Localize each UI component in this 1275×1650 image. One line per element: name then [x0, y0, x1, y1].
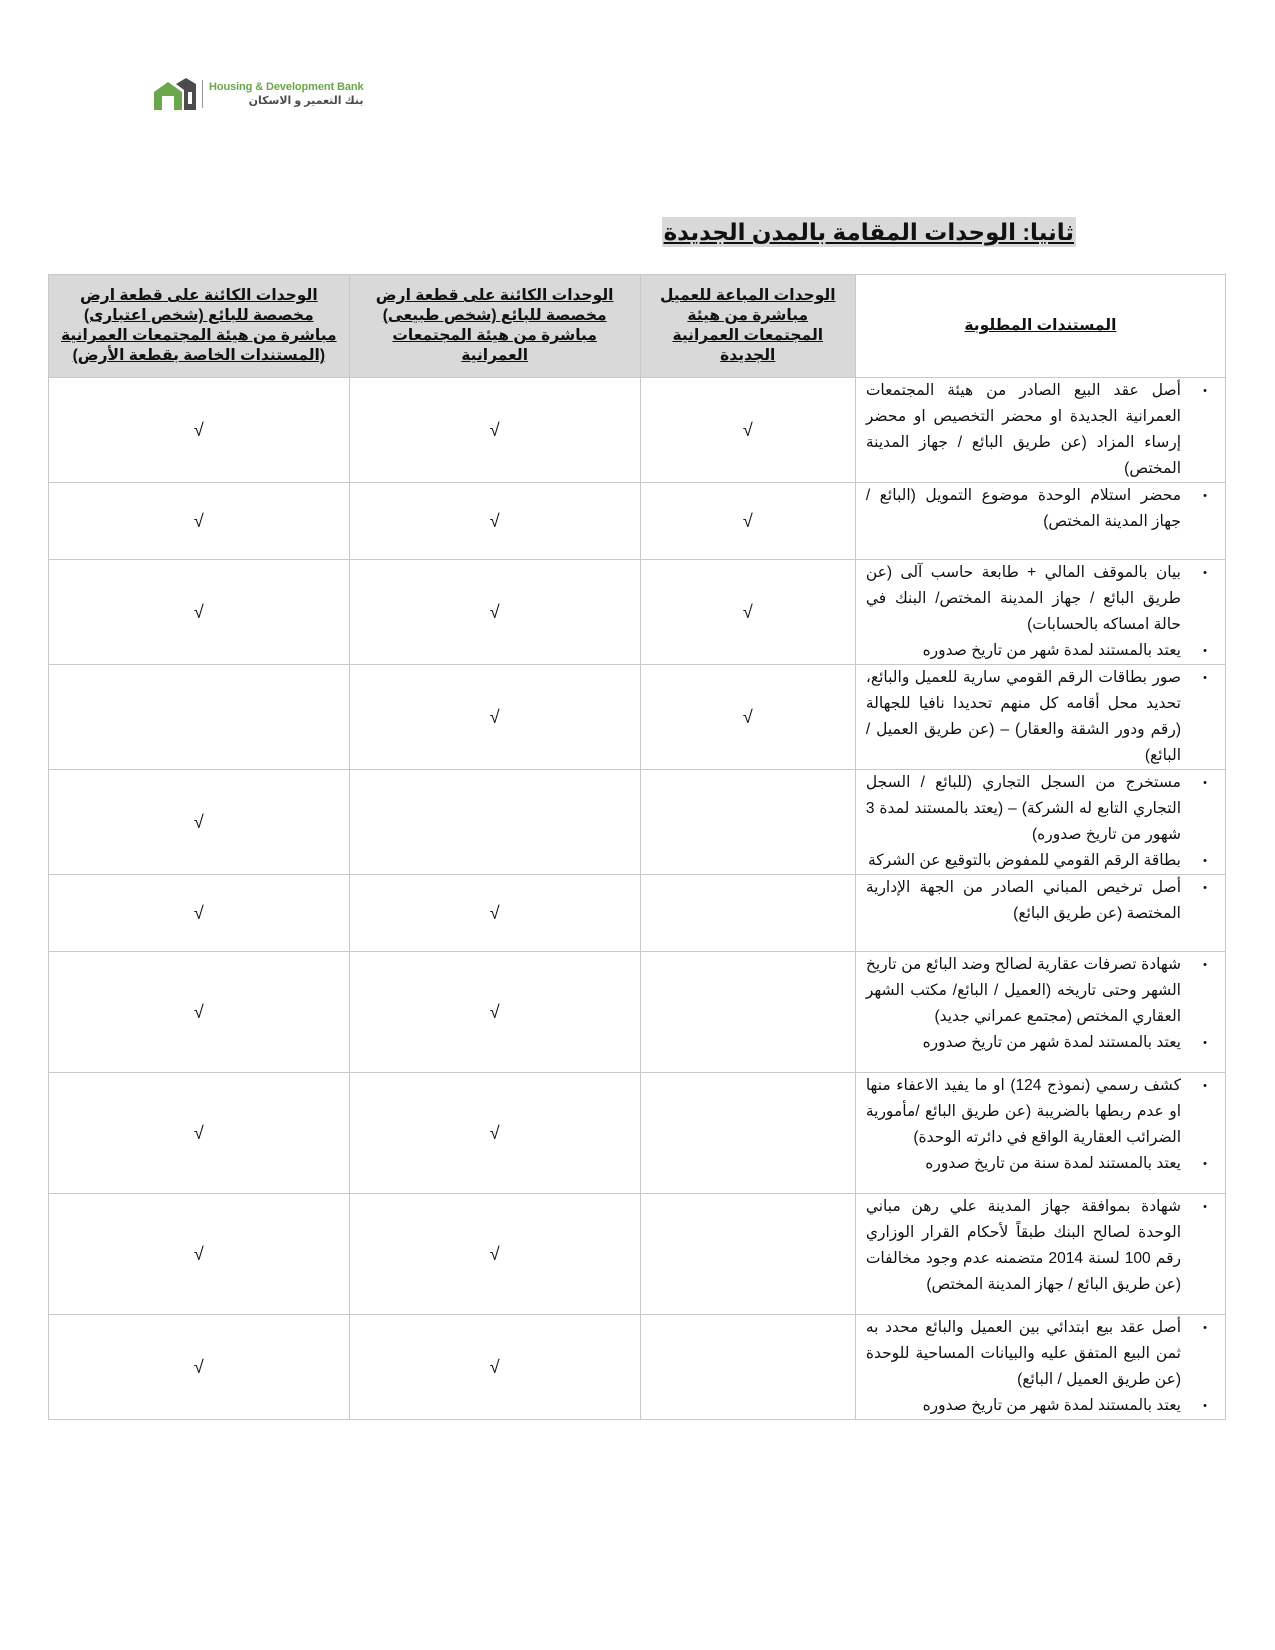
- check-cell-col2: [349, 1315, 640, 1420]
- check-cell-col2: [349, 378, 640, 483]
- document-list: [866, 770, 1207, 874]
- check-mark-icon: √: [489, 601, 500, 622]
- list-item: • يعتد بالمستند لمدة سنة من تاريخ صدوره: [866, 1151, 1181, 1177]
- list-item: • شهادة تصرفات عقارية لصالح وضد البائع من تاريخ الشهر وحتى تاريخه (العميل / البائع/ مكتب الشهر العقاري المختص (مجتمع عمراني جديد): [866, 952, 1181, 1030]
- required-document-cell: [855, 952, 1225, 1073]
- table-row: [49, 560, 1226, 665]
- required-document-cell: [855, 875, 1225, 952]
- document-list: [866, 1073, 1207, 1177]
- required-document-cell: [855, 378, 1225, 483]
- list-item: • بيان بالموقف المالي + طابعة حاسب آلى (عن طريق البائع / جهاز المدينة المختص/ البنك في حالة امساكه بالحسابات): [866, 560, 1181, 638]
- check-cell-col1: [640, 1315, 855, 1420]
- documents-table: [48, 274, 1226, 1420]
- check-cell-col1: [640, 665, 855, 770]
- list-item: • كشف رسمي (نموذج 124) او ما يفيد الاعفاء منها او عدم ربطها بالضريبة (عن طريق البائع /مأمورية الضرائب العقارية الواقع في دائرته الوحدة): [866, 1073, 1181, 1151]
- check-mark-icon: √: [193, 811, 204, 832]
- document-list: [866, 952, 1207, 1056]
- header-units-sold-by-authority: الوحدات المباعة للعميل مباشرة من هيئة المجتمعات العمرانية الجديدة: [640, 275, 855, 378]
- bank-logo: [152, 76, 363, 112]
- check-cell-col1: [640, 1194, 855, 1315]
- document-list: [866, 1194, 1207, 1298]
- logo-separator: [202, 80, 203, 108]
- check-mark-icon: √: [193, 902, 204, 923]
- check-cell-col3: [49, 378, 350, 483]
- check-cell-col2: [349, 1194, 640, 1315]
- check-mark-icon: √: [193, 510, 204, 531]
- list-item: • صور بطاقات الرقم القومي سارية للعميل والبائع، تحديد محل أقامه كل منهم تحديدا نافيا للجهالة (رقم ودور الشقة والعقار) – (عن طريق العميل / البائع): [866, 665, 1181, 769]
- check-mark-icon: √: [193, 1001, 204, 1022]
- check-mark-icon: √: [193, 419, 204, 440]
- check-cell-col1: [640, 1073, 855, 1194]
- table-row: [49, 1073, 1226, 1194]
- header-required-documents: المستندات المطلوبة: [855, 275, 1225, 378]
- logo-text-ar: بنك التعمير و الاسكان: [248, 94, 364, 107]
- header-units-legal-entity-seller: الوحدات الكائنة على قطعة ارض مخصصة للبائع (شخص اعتبارى) مباشرة من هيئة المجتمعات العمرانية (المستندات الخاصة بقطعة الأرض): [49, 275, 350, 378]
- check-mark-icon: √: [489, 1356, 500, 1377]
- check-cell-col1: [640, 770, 855, 875]
- document-list: [866, 560, 1207, 664]
- check-mark-icon: √: [742, 510, 753, 531]
- check-cell-col3: [49, 1073, 350, 1194]
- list-item: • محضر استلام الوحدة موضوع التمويل (البائع / جهاز المدينة المختص): [866, 483, 1181, 535]
- check-cell-col2: [349, 560, 640, 665]
- list-item: • أصل عقد بيع ابتدائي بين العميل والبائع محدد به ثمن البيع المتفق عليه والبيانات المساحية للوحدة (عن طريق العميل / البائع): [866, 1315, 1181, 1393]
- check-mark-icon: √: [489, 902, 500, 923]
- document-list: [866, 378, 1207, 482]
- check-cell-col3: [49, 952, 350, 1073]
- table-body: [49, 378, 1226, 1420]
- check-mark-icon: √: [742, 419, 753, 440]
- list-item: • أصل عقد البيع الصادر من هيئة المجتمعات العمرانية الجديدة او محضر التخصيص او محضر إرساء المزاد (عن طريق البائع / جهاز المدينة المختص): [866, 378, 1181, 482]
- check-cell-col2: [349, 483, 640, 560]
- check-cell-col3: [49, 770, 350, 875]
- list-item: • يعتد بالمستند لمدة شهر من تاريخ صدوره: [866, 638, 1181, 664]
- table-row: [49, 665, 1226, 770]
- check-cell-col2: [349, 952, 640, 1073]
- check-cell-col2: [349, 875, 640, 952]
- check-cell-col3: [49, 483, 350, 560]
- document-list: [866, 665, 1207, 769]
- check-cell-col3: [49, 1315, 350, 1420]
- check-cell-col1: [640, 875, 855, 952]
- check-cell-col2: [349, 665, 640, 770]
- table-row: [49, 952, 1226, 1073]
- table-header-row: [49, 275, 1226, 378]
- document-list: [866, 1315, 1207, 1419]
- check-cell-col3: [49, 560, 350, 665]
- list-item: • يعتد بالمستند لمدة شهر من تاريخ صدوره: [866, 1030, 1181, 1056]
- list-item: • بطاقة الرقم القومي للمفوض بالتوقيع عن الشركة: [866, 848, 1181, 874]
- check-mark-icon: √: [742, 601, 753, 622]
- check-mark-icon: √: [193, 1122, 204, 1143]
- check-mark-icon: √: [193, 1356, 204, 1377]
- hdb-logo-icon: [152, 76, 198, 112]
- check-mark-icon: √: [489, 510, 500, 531]
- list-item: • أصل ترخيص المباني الصادر من الجهة الإدارية المختصة (عن طريق البائع): [866, 875, 1181, 927]
- check-cell-col3: [49, 875, 350, 952]
- check-cell-col1: [640, 378, 855, 483]
- required-document-cell: [855, 1194, 1225, 1315]
- table-row: [49, 875, 1226, 952]
- check-cell-col1: [640, 560, 855, 665]
- check-cell-col1: [640, 952, 855, 1073]
- check-mark-icon: √: [489, 1243, 500, 1264]
- list-item: • يعتد بالمستند لمدة شهر من تاريخ صدوره: [866, 1393, 1181, 1419]
- header-units-natural-person-seller: الوحدات الكائنة على قطعة ارض مخصصة للبائع (شخص طبيعى) مباشرة من هيئة المجتمعات العمرانية: [349, 275, 640, 378]
- check-mark-icon: √: [193, 1243, 204, 1264]
- required-document-cell: [855, 1315, 1225, 1420]
- check-mark-icon: √: [489, 419, 500, 440]
- list-item: • مستخرج من السجل التجاري (للبائع / السجل التجاري التابع له الشركة) – (يعتد بالمستند لمدة 3 شهور من تاريخ صدوره): [866, 770, 1181, 848]
- check-mark-icon: √: [489, 706, 500, 727]
- list-item: • شهادة بموافقة جهاز المدينة علي رهن مباني الوحدة لصالح البنك طبقاً لأحكام القرار الوزاري رقم 100 لسنة 2014 متضمنه عدم وجود مخالفات (عن طريق البائع / جهاز المدينة المختص): [866, 1194, 1181, 1298]
- required-document-cell: [855, 770, 1225, 875]
- check-mark-icon: √: [742, 706, 753, 727]
- check-cell-col1: [640, 483, 855, 560]
- check-mark-icon: √: [489, 1001, 500, 1022]
- table-row: [49, 1315, 1226, 1420]
- document-list: [866, 483, 1207, 535]
- logo-text-en: Housing & Development Bank: [209, 80, 364, 93]
- check-cell-col2: [349, 770, 640, 875]
- required-document-cell: [855, 665, 1225, 770]
- required-document-cell: [855, 1073, 1225, 1194]
- section-title: ثانيا: الوحدات المقامة بالمدن الجديدة: [663, 219, 1074, 245]
- check-cell-col2: [349, 1073, 640, 1194]
- required-document-cell: [855, 483, 1225, 560]
- check-mark-icon: √: [489, 1122, 500, 1143]
- table-row: [49, 483, 1226, 560]
- table-row: [49, 1194, 1226, 1315]
- table-row: [49, 770, 1226, 875]
- logo-text: [209, 82, 363, 107]
- table-row: [49, 378, 1226, 483]
- check-cell-col3: [49, 665, 350, 770]
- check-mark-icon: √: [193, 601, 204, 622]
- check-cell-col3: [49, 1194, 350, 1315]
- required-document-cell: [855, 560, 1225, 665]
- document-list: [866, 875, 1207, 927]
